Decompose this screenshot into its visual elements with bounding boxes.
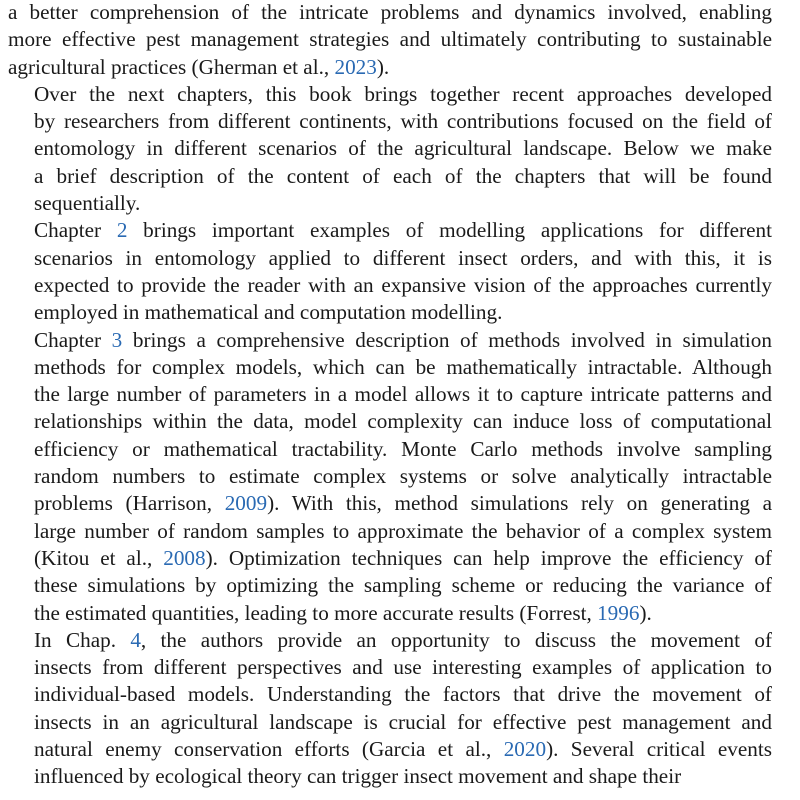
text-run: a brief description of the content of each of the chapters that will be found — [34, 163, 772, 188]
text-line — [8, 190, 772, 217]
text-run: (Kitou et al., — [34, 545, 164, 570]
body-paragraph — [8, 327, 772, 627]
text-line — [8, 545, 772, 572]
text-line — [8, 217, 772, 244]
text-run: In Chap. — [34, 627, 131, 652]
text-line — [8, 381, 772, 408]
text-line — [8, 627, 772, 654]
text-line — [8, 408, 772, 435]
citation-link[interactable]: 3 — [111, 327, 123, 352]
text-line — [8, 518, 772, 545]
text-run: brings a comprehensive description of methods involved in simulation — [122, 327, 772, 352]
text-line — [8, 108, 772, 135]
text-run: natural enemy conservation efforts (Garcia et al., — [34, 737, 504, 762]
text-line — [8, 26, 772, 53]
citation-link[interactable]: 2008 — [163, 545, 206, 570]
text-run: influenced by ecological theory can trigger insect movement and shape their — [34, 764, 682, 789]
body-paragraph — [8, 627, 772, 791]
text-run: methods for complex models, which can be mathematically intractable. Although — [34, 354, 772, 379]
citation-link[interactable]: 2 — [116, 218, 128, 243]
text-line — [8, 763, 772, 790]
text-line — [8, 81, 772, 108]
text-line — [8, 54, 772, 81]
body-paragraph — [8, 0, 772, 81]
text-run: problems (Harrison, — [34, 491, 225, 516]
text-run: ). With this, method simulations rely on generating a — [267, 491, 772, 516]
text-line — [8, 135, 772, 162]
text-run: entomology in different scenarios of the agricultural landscape. Below we make — [34, 136, 772, 161]
text-run: by researchers from different continents, with contributions focused on the field of — [34, 109, 772, 134]
text-line — [8, 490, 772, 517]
text-line — [8, 572, 772, 599]
text-line — [8, 463, 772, 490]
text-run: large number of random samples to approximate the behavior of a complex system — [34, 518, 772, 543]
text-run: the estimated quantities, leading to more accurate results (Forrest, — [34, 600, 598, 625]
text-run: sequentially. — [34, 191, 141, 216]
text-run: ). — [639, 600, 652, 625]
citation-link[interactable]: 4 — [130, 627, 141, 652]
text-line — [8, 272, 772, 299]
citation-link[interactable]: 2009 — [224, 491, 268, 516]
citation-link[interactable]: 1996 — [597, 600, 640, 625]
text-run: insects in an agricultural landscape is crucial for effective pest management and — [34, 709, 772, 734]
text-run: Over the next chapters, this book brings together recent approaches developed — [34, 81, 772, 106]
text-line — [8, 681, 772, 708]
text-run: more effective pest management strategies and ultimately contributing to sustainable — [8, 27, 772, 52]
text-run: individual-based models. Understanding the factors that drive the movement of — [34, 682, 772, 707]
text-run: ). — [376, 54, 390, 79]
body-text-column — [8, 0, 772, 791]
text-line — [8, 245, 772, 272]
text-run: relationships within the data, model complexity can induce loss of computational — [34, 409, 772, 434]
text-run: the large number of parameters in a model allows it to capture intricate patterns and — [34, 382, 772, 407]
text-line — [8, 654, 772, 681]
text-run: employed in mathematical and computation modelling. — [34, 300, 503, 325]
text-run: a better comprehension of the intricate problems and dynamics involved, enabling — [8, 0, 772, 24]
body-paragraph — [8, 81, 772, 217]
text-line — [8, 327, 772, 354]
text-run: scenarios in entomology applied to different insect orders, and with this, it is — [34, 245, 772, 270]
text-line — [8, 436, 772, 463]
text-line — [8, 709, 772, 736]
text-line — [8, 736, 772, 763]
text-run: , the authors provide an opportunity to discuss the movement of — [140, 627, 772, 652]
text-run: efficiency or mathematical tractability. Monte Carlo methods involve sampling — [34, 436, 772, 461]
text-run: brings important examples of modelling applications for different — [127, 218, 772, 243]
text-run: Chapter — [34, 327, 112, 352]
citation-link[interactable]: 2023 — [334, 54, 377, 79]
text-run: ). Several critical events — [546, 737, 772, 762]
text-line — [8, 299, 772, 326]
text-run: ). Optimization techniques can help improve the efficiency of — [205, 545, 772, 570]
text-run: random numbers to estimate complex systems or solve analytically intractable — [34, 464, 772, 489]
text-line — [8, 354, 772, 381]
text-run: agricultural practices (Gherman et al., — [8, 54, 335, 79]
text-run: Chapter — [34, 218, 117, 243]
body-paragraph — [8, 217, 772, 326]
text-line — [8, 600, 772, 627]
text-run: these simulations by optimizing the sampling scheme or reducing the variance of — [34, 573, 772, 598]
text-run: insects from different perspectives and use interesting examples of application to — [34, 655, 772, 680]
text-line — [8, 0, 772, 26]
citation-link[interactable]: 2020 — [503, 737, 547, 762]
text-run: expected to provide the reader with an expansive vision of the approaches currently — [34, 272, 772, 297]
text-line — [8, 163, 772, 190]
